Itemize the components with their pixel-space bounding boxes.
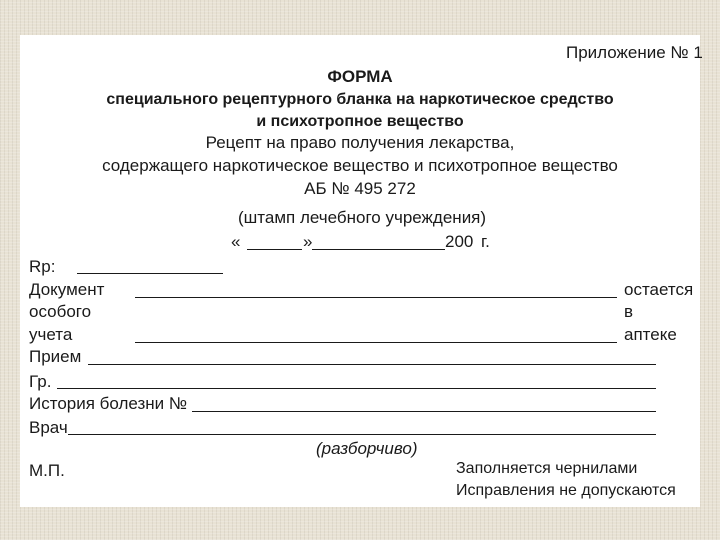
date-year-suffix: г. — [481, 232, 490, 251]
group-blank — [57, 388, 656, 389]
document-label-line-2: особого — [29, 302, 92, 321]
intake-blank — [88, 364, 656, 365]
remains-label-line-2: в — [624, 302, 634, 321]
date-year-prefix: 200 — [445, 232, 474, 251]
date-month-blank — [312, 249, 445, 250]
date-close-quote: » — [303, 232, 313, 251]
legibly-note: (разборчиво) — [316, 439, 418, 458]
group-label: Гр. — [29, 372, 52, 391]
document-blank-1 — [135, 297, 617, 298]
seal-label: М.П. — [29, 461, 65, 480]
form-title: ФОРМА — [327, 67, 393, 86]
corrections-instruction: Исправления не допускаются — [456, 482, 676, 499]
serial-number: АБ № 495 272 — [304, 179, 416, 198]
appendix-label: Приложение № 1 — [566, 43, 703, 62]
case-history-blank — [192, 411, 656, 412]
prescription-form-sheet — [20, 35, 703, 507]
remains-label-line-3: аптеке — [624, 325, 677, 344]
rp-blank — [77, 273, 223, 274]
date-open-quote: « — [231, 232, 241, 251]
doctor-label: Врач — [29, 418, 68, 437]
stamp-label: (штамп лечебного учреждения) — [238, 208, 487, 227]
form-subtitle-line-1: специального рецептурного бланка на наркотическое средство — [106, 91, 614, 108]
form-subtitle-line-2: и психотропное вещество — [256, 113, 464, 130]
doctor-blank — [68, 434, 656, 435]
recipe-heading-line-1: Рецепт на право получения лекарства, — [205, 133, 515, 152]
recipe-heading-line-2: содержащего наркотическое вещество и психотропное вещество — [102, 156, 618, 175]
rp-label: Rp: — [29, 257, 56, 276]
intake-label: Прием — [29, 347, 82, 366]
case-history-label: История болезни № — [29, 394, 188, 413]
date-day-blank — [247, 249, 302, 250]
ink-instruction: Заполняется чернилами — [456, 460, 638, 477]
document-label-line-1: Документ — [29, 280, 105, 299]
remains-label-line-1: остается — [624, 280, 694, 299]
document-label-line-3: учета — [29, 325, 73, 344]
document-blank-2 — [135, 342, 617, 343]
